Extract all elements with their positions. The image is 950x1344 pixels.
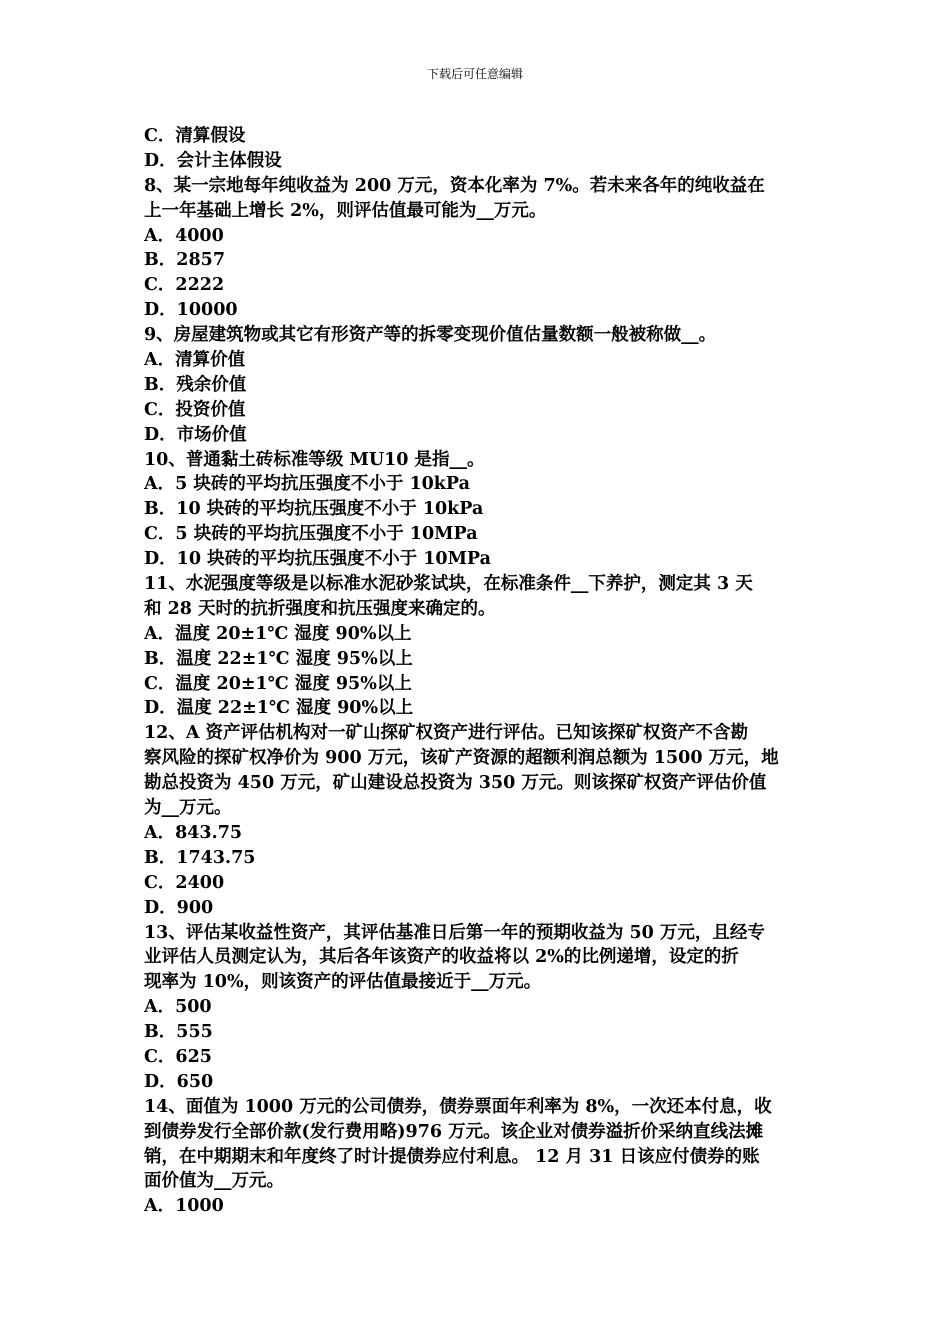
text-line: D．900 xyxy=(144,897,214,918)
text-line: C．5 块砖的平均抗压强度不小于 10MPa xyxy=(144,524,478,545)
text-line: B．2857 xyxy=(144,250,225,271)
text-line: C．投资价值 xyxy=(144,399,246,420)
text-line: A．清算价值 xyxy=(144,350,246,371)
text-line: A．500 xyxy=(144,997,212,1018)
text-line: 14、面值为 1000 万元的公司债券，债券票面年利率为 8%，一次还本付息，收 xyxy=(144,1096,772,1117)
text-line: B．1743.75 xyxy=(144,847,256,868)
document-body xyxy=(144,124,808,1219)
text-line: D．10000 xyxy=(144,300,238,321)
text-line: 9、房屋建筑物或其它有形资产等的拆零变现价值估量数额一般被称做__。 xyxy=(144,325,717,346)
text-line: C．625 xyxy=(144,1046,212,1067)
text-line: 察风险的探矿权净价为 900 万元，该矿产资源的超额利润总额为 1500 万元，地 xyxy=(144,748,779,769)
text-line: A．843.75 xyxy=(144,822,243,843)
text-line: A．温度 20±1℃ 湿度 90%以上 xyxy=(144,623,412,644)
text-line: 13、评估某收益性资产，其评估基准日后第一年的预期收益为 50 万元，且经专 xyxy=(144,922,765,943)
text-line: 8、某一宗地每年纯收益为 200 万元，资本化率为 7%。若未来各年的纯收益在 xyxy=(144,175,765,196)
text-line: A．5 块砖的平均抗压强度不小于 10kPa xyxy=(144,474,470,495)
text-line: C．温度 20±1℃ 湿度 95%以上 xyxy=(144,673,412,694)
text-line: 销，在中期期末和年度终了时计提债券应付利息。 12 月 31 日该应付债券的账 xyxy=(144,1146,760,1167)
text-line: D．会计主体假设 xyxy=(144,150,282,171)
text-line: 上一年基础上增长 2%，则评估值最可能为__万元。 xyxy=(144,200,547,221)
text-line: C．2400 xyxy=(144,872,225,893)
text-line: C．清算假设 xyxy=(144,126,246,146)
text-line: D．10 块砖的平均抗压强度不小于 10MPa xyxy=(144,549,491,570)
text-line: 为__万元。 xyxy=(144,798,232,819)
text-line: B．残余价值 xyxy=(144,374,247,395)
text-line: C．2222 xyxy=(144,275,225,296)
text-line: D．温度 22±1℃ 湿度 90%以上 xyxy=(144,698,414,719)
text-line: 12、A 资产评估机构对一矿山探矿权资产进行评估。已知该探矿权资产不含勘 xyxy=(144,723,749,744)
text-line: 和 28 天时的抗折强度和抗压强度来确定的。 xyxy=(144,598,496,619)
text-line: 勘总投资为 450 万元，矿山建设总投资为 350 万元。则该探矿权资产评估价值 xyxy=(144,773,767,794)
text-line: 业评估人员测定认为，其后各年该资产的收益将以 2%的比例递增，设定的折 xyxy=(144,947,739,968)
text-line: 11、水泥强度等级是以标准水泥砂浆试块，在标准条件__下养护，测定其 3 天 xyxy=(144,574,753,595)
text-line: 10、普通黏土砖标准等级 MU10 是指__。 xyxy=(144,449,485,470)
text-line: 面价值为__万元。 xyxy=(144,1171,284,1192)
text-line: D．市场价值 xyxy=(144,424,247,445)
text-line: 现率为 10%，则该资产的评估值最接近于__万元。 xyxy=(144,972,542,993)
text-line: A．4000 xyxy=(144,225,224,246)
text-line: D．650 xyxy=(144,1071,214,1092)
text-line: B．温度 22±1℃ 湿度 95%以上 xyxy=(144,648,413,669)
text-line: B．10 块砖的平均抗压强度不小于 10kPa xyxy=(144,499,484,520)
text-line: B．555 xyxy=(144,1022,213,1043)
page-header: 下载后可任意编辑 xyxy=(426,67,523,81)
text-line: A．1000 xyxy=(144,1196,224,1217)
text-line: 到债券发行全部价款(发行费用略)976 万元。该企业对债券溢折价采纳直线法摊 xyxy=(144,1121,764,1142)
